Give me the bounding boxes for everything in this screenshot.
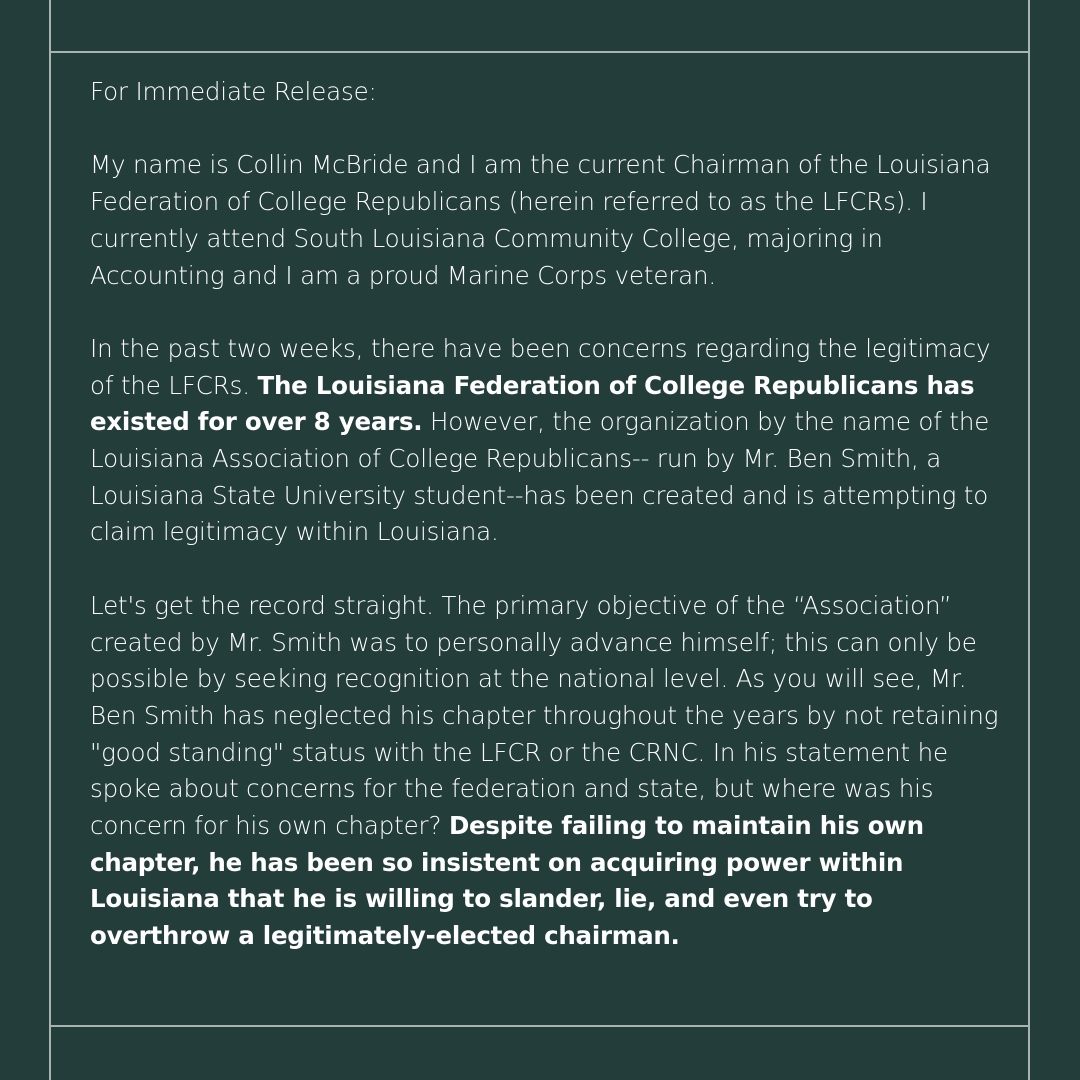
record-text: Let's get the record straight. The primary objective of the “Association” created by Mr. Smith was to personally advance himself; this can only be possible by seeking recognition at the national level. As you will see, Mr. Ben Smith has neglected his chapter throughout the years by not retaining "good standing" status with the LFCR or the CRNC. In his statement he spoke about concerns for the federation and state, but where was his concern for his own chapter?	[90, 590, 999, 841]
concerns-text-end: However, the organization by the name of the Louisiana Association of College Republicans-- run by Mr. Ben Smith, a Louisiana State University student--has been created and is attempting to claim legitimacy within Louisiana.	[90, 407, 990, 547]
frame-right-line	[1028, 0, 1030, 1080]
release-heading: For Immediate Release:	[90, 77, 377, 106]
frame-bottom-line	[49, 1025, 1030, 1027]
intro-paragraph: My name is Collin McBride and I am the current Chairman of the Louisiana Federation of College Republicans (herein referred to as the LFCRs). I currently attend South Louisiana Community College, majoring in Accounting and I am a proud Marine Corps veteran.	[90, 150, 991, 290]
frame-left-line	[49, 0, 51, 1080]
record-bold-statement: Despite failing to maintain his own chapter, he has been so insistent on acquiring power within Louisiana that he is willing to slander, lie, and even try to overthrow a legitimately-elected chairman.	[90, 811, 924, 951]
record-paragraph	[90, 588, 1000, 955]
concerns-text-start: In the past two weeks, there have been concerns regarding the legitimacy of the LFCRs.	[90, 333, 991, 400]
concerns-bold-statement: The Louisiana Federation of College Republicans has existed for over 8 years.	[90, 370, 975, 437]
frame-top-line	[49, 51, 1030, 53]
concerns-paragraph	[90, 331, 1000, 551]
press-release-body	[90, 74, 1000, 955]
